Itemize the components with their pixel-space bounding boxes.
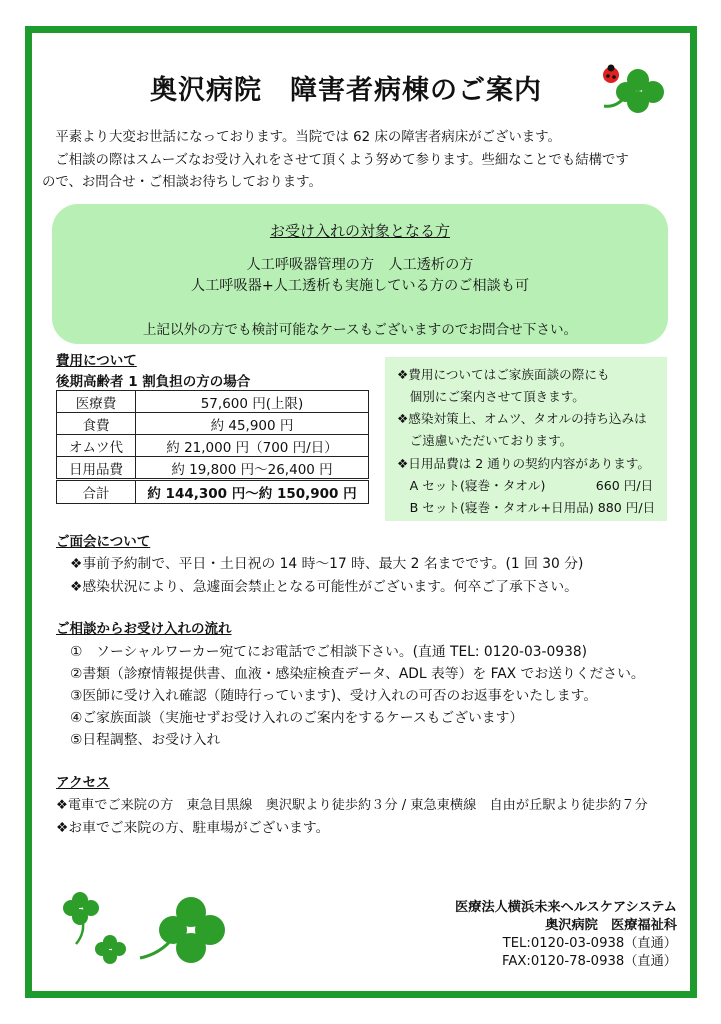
intro-line-1: 平素より大変お世話になっております。当院では 62 床の障害者病床がございます。 (42, 130, 561, 145)
fee-value: 約 45,900 円 (136, 413, 369, 435)
fee-total-label: 合計 (57, 480, 136, 504)
table-row (57, 391, 369, 413)
fees-subheading: 後期高齢者 1 割負担の方の場合 (56, 374, 251, 390)
fee-total-value: 約 144,300 円〜約 150,900 円 (136, 480, 369, 504)
access-line: ❖お車でご来院の方、駐車場がございます。 (56, 820, 330, 836)
fee-note-line: 個別にご案内させて頂きます。 (397, 389, 585, 404)
target-line-1: 人工呼吸器管理の方 人工透析の方 (246, 257, 474, 273)
table-row (57, 457, 369, 480)
fee-note-line: B セット(寝巻・タオル+日用品) 880 円/日 (397, 500, 656, 515)
fee-note-line: A セット(寝巻・タオル) 660 円/日 (397, 478, 654, 493)
visit-line: ❖事前予約制で、平日・土日祝の 14 時〜17 時、最大 2 名までです。(1 回 30 分) (70, 556, 584, 572)
target-box (52, 204, 668, 344)
intro-line-3: ので、お問合せ・ご相談お待ちしております。 (42, 175, 322, 190)
fee-note-line: ご遠慮いただいております。 (397, 433, 573, 448)
intro-line-2: ご相談の際はスムーズなお受け入れをさせて頂くよう努めて参ります。些細なことでも結構です (42, 153, 629, 168)
access-heading: アクセス (56, 775, 110, 791)
fee-label: 日用品費 (57, 457, 136, 480)
fee-note-line: ❖費用についてはご家族面談の際にも (397, 367, 610, 382)
visit-heading: ご面会について (56, 534, 151, 550)
target-line-2: 人工呼吸器+人工透析も実施している方のご相談も可 (190, 278, 530, 294)
org-tel: TEL:0120-03-0938（直通） (502, 936, 677, 951)
org-dept: 奥沢病院 医療福祉科 (545, 918, 677, 933)
page-title: 奥沢病院 障害者病棟のご案内 (150, 75, 542, 106)
flow-heading: ご相談からお受け入れの流れ (56, 621, 232, 637)
flow-step: ④ご家族面談（実施せずお受け入れのご案内をするケースもございます） (70, 710, 524, 726)
clover-icon (596, 62, 670, 118)
flow-step: ③医師に受け入れ確認（随時行っています)、受け入れの可否のお返事をいたします。 (70, 688, 598, 704)
flow-step: ⑤日程調整、お受け入れ (70, 732, 221, 748)
org-fax: FAX:0120-78-0938（直通） (501, 954, 677, 969)
fees-table (56, 390, 369, 504)
access-line: ❖電車でご来院の方 東急目黒線 奥沢駅より徒歩約３分 / 東急東横線 自由が丘駅より徒歩約７分 (56, 798, 648, 813)
fee-value: 約 19,800 円〜26,400 円 (136, 457, 369, 480)
org-name: 医療法人横浜未来ヘルスケアシステム (455, 900, 677, 915)
visit-line: ❖感染状況により、急遽面会禁止となる可能性がございます。何卒ご了承下さい。 (70, 579, 578, 595)
fee-note-line: ❖日用品費は 2 通りの契約内容があります。 (397, 456, 650, 471)
flow-step: ②書類（診療情報提供書、血液・感染症検査データ、ADL 表等）を FAX でお送りください。 (70, 666, 645, 682)
fees-heading: 費用について (56, 353, 137, 369)
clover-icon (60, 888, 230, 978)
target-note: 上記以外の方でも検討可能なケースもございますのでお問合せ下さい。 (142, 322, 578, 338)
fee-label: 食費 (57, 413, 136, 435)
fee-notes-box (385, 357, 667, 521)
fee-note-line: ❖感染対策上、オムツ、タオルの持ち込みは (397, 411, 647, 426)
target-heading: お受け入れの対象となる方 (269, 222, 450, 240)
table-row-total (57, 480, 369, 504)
flow-step: ① ソーシャルワーカー宛てにお電話でご相談下さい。(直通 TEL: 0120-03-0938) (70, 644, 588, 660)
fee-label: 医療費 (57, 391, 136, 413)
ladybug-icon (603, 65, 619, 84)
fee-value: 57,600 円(上限) (136, 391, 369, 413)
fee-label: オムツ代 (57, 435, 136, 457)
table-row (57, 435, 369, 457)
table-row (57, 413, 369, 435)
fee-value: 約 21,000 円（700 円/日） (136, 435, 369, 457)
